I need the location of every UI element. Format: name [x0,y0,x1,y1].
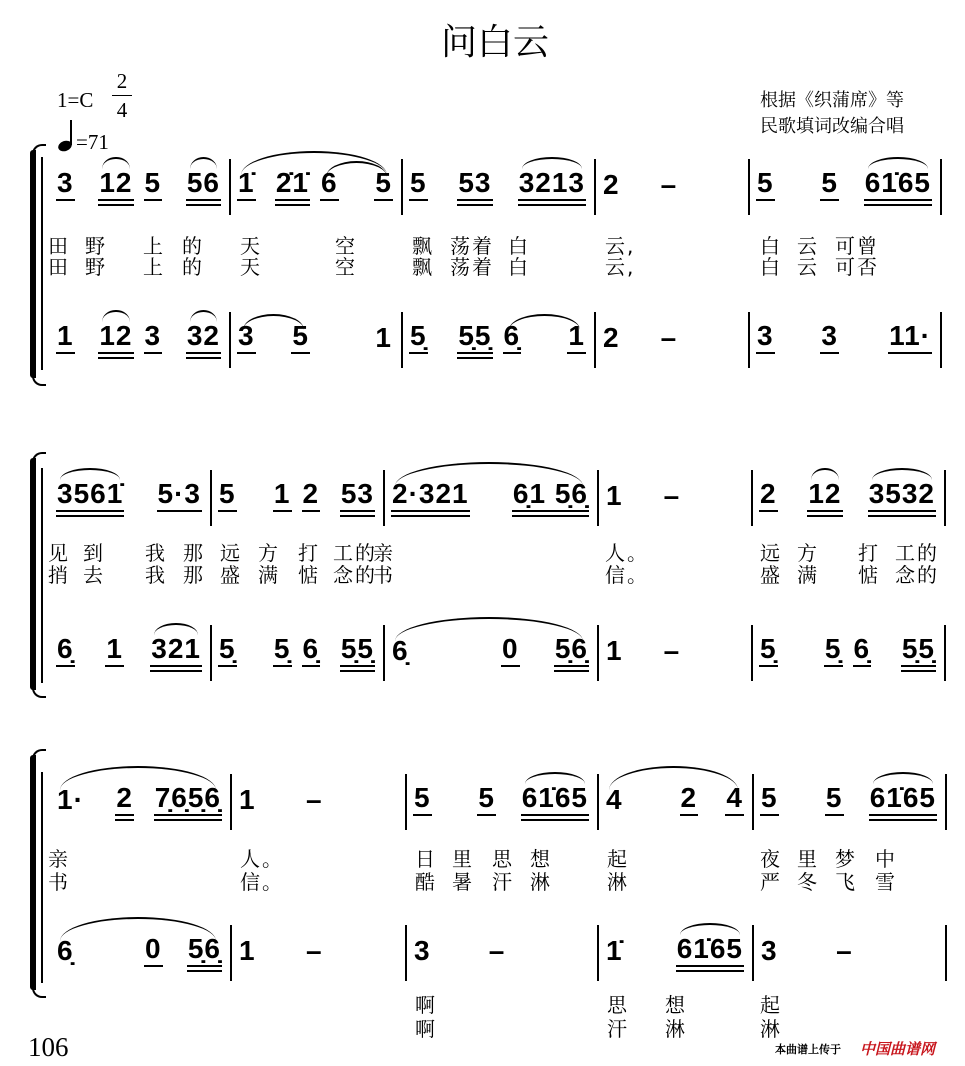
lower-beat [760,937,844,967]
lyric-text: 飘 [412,234,434,258]
jianpu-note: 5 [756,169,775,201]
jianpu-note: 4 [725,784,744,816]
lyric-text: 我 [145,541,167,565]
jianpu-note: 6̣ [853,635,872,667]
lyric-text: 白 [508,234,530,258]
dash-note: – [306,784,323,815]
lyric-text: 方 [258,541,280,565]
lyric-text: 白 [508,255,530,279]
lower-lyric-text: 淋 [665,1017,687,1041]
jianpu-note: 61̇65 [864,169,932,201]
jianpu-note: 2 [603,322,620,353]
system-start-line [41,157,43,370]
lower-barline [594,312,596,368]
jianpu-note: 3 [756,322,775,354]
lyric-text: 上 [143,234,165,258]
upper-beat [605,482,669,512]
note-slur [525,772,585,784]
jianpu-note: 6 [320,169,339,201]
lower-beat [238,937,313,967]
lower-beat [302,633,376,667]
jianpu-note: 5̣ [218,635,237,667]
note-slur [102,310,129,322]
dash-note: – [660,169,678,200]
dash-note: – [488,935,506,966]
lower-beat [663,637,727,667]
lyric-text: 冬 [797,870,819,894]
upper-barline [752,774,754,830]
upper-barline [944,470,946,526]
dash-note: – [660,322,678,353]
jianpu-note: 1 [239,935,256,966]
lyric-text: 可曾 [835,234,879,258]
note-slur [522,157,582,169]
lower-beat [134,633,202,667]
jianpu-note: 2 [603,169,620,200]
lyric-text: 白 [760,234,782,258]
site-logo[interactable]: 中国曲谱网 [860,1040,936,1058]
jianpu-note: 1 [567,322,586,354]
upper-beat [144,782,222,816]
lower-barline [210,625,212,681]
jianpu-note: 5̣6̣ [554,635,589,667]
jianpu-note: 56 [186,169,221,201]
jianpu-note: 1 [273,480,292,512]
jianpu-note: 3 [237,322,256,354]
song-title: 问白云 [440,22,549,63]
jianpu-note: 2 [680,784,699,816]
lyric-text: 亲 [373,541,395,565]
note-slur [680,923,740,935]
note-slur [190,157,217,169]
jianpu-note: 6̣ [503,322,522,354]
credit-line-2: 民歌填词改编合唱 [760,116,904,137]
note-slur [190,310,217,322]
lyric-text: 到 [83,541,105,565]
lyric-text: 空 [335,234,357,258]
jianpu-note: 3 [144,322,163,354]
lyric-text: 里 [797,847,819,871]
upper-barline [229,159,231,215]
upper-beat [849,167,932,201]
lyric-text: 可否 [835,255,879,279]
upper-beat [56,167,134,201]
upper-beat [506,782,589,816]
lyric-text: 梦 [835,847,857,871]
lyric-text: 书 [373,563,395,587]
lyric-text: 见 [48,541,70,565]
jianpu-note: 1 [606,480,623,511]
upper-beat [409,167,493,201]
upper-barline [945,774,947,830]
credit-line-1: 根据《织蒲席》等 [760,90,904,111]
upper-beat [853,478,937,512]
lyric-text: 田 [48,255,70,279]
note-slur [811,468,838,480]
lyric-text: 信。 [240,870,284,894]
lower-barline [597,625,599,681]
lyric-text: 野 [85,234,107,258]
key-signature: 1=C [57,88,94,112]
upper-barline [383,470,385,526]
lower-beat [835,937,919,967]
lower-beat [605,937,670,967]
lower-lyric-text: 淋 [760,1017,782,1041]
upper-beat [660,171,724,201]
lower-barline [945,925,947,981]
note-slur [873,772,933,784]
upload-text: 本曲谱上传于 [775,1043,841,1056]
dash-note: – [663,635,681,666]
lower-barline [940,312,942,368]
lyric-text: 云 [797,255,819,279]
jianpu-note: 5 [374,169,393,201]
lower-beat [605,637,669,667]
upper-barline [748,159,750,215]
note-slur [872,468,932,480]
upper-beat [602,171,666,201]
time-signature-line [112,95,132,96]
lower-barline [401,312,403,368]
upper-beat [56,782,134,816]
upper-beat [680,782,745,816]
jianpu-note: 5 [413,784,432,816]
system-bracket [30,458,36,690]
lyric-text: 中 [875,847,897,871]
lyric-text: 淋 [607,870,629,894]
jianpu-note: 12 [98,322,133,354]
jianpu-note: 4 [606,784,623,815]
jianpu-note: 5̣6̣ [187,935,222,967]
lyric-text: 亲 [48,847,70,871]
lower-beat [56,633,124,667]
lyric-text: 白 [760,255,782,279]
upper-beat [218,478,292,512]
jianpu-note: 2·321 [391,480,470,512]
upper-beat [756,167,839,201]
jianpu-note: 11· [888,322,932,354]
lyric-text: 盛 [760,563,782,587]
jianpu-note: 5̣5̣ [901,635,936,667]
lower-beat [391,637,479,667]
jianpu-note: 12 [807,480,842,512]
jianpu-note: 5 [477,784,496,816]
jianpu-note: 5 [820,169,839,201]
jianpu-note: 3213 [518,169,586,201]
lyric-text: 云, [605,255,636,279]
jianpu-note: 2 [115,784,134,816]
jianpu-note: 3532 [868,480,936,512]
note-slur [868,157,928,169]
upper-barline [405,774,407,830]
lower-beat [144,933,222,967]
jianpu-note: 5̣ [273,635,292,667]
lyric-text: 工的 [895,541,939,565]
lyric-text: 日 [415,847,437,871]
lyric-text: 惦 [298,563,320,587]
jianpu-note: 1 [239,784,256,815]
lower-beat [676,933,745,967]
time-signature [112,70,132,121]
jianpu-note: 3 [414,935,431,966]
jianpu-note: 6̣ [57,935,74,966]
jianpu-note: 61̇65 [676,935,744,967]
lower-barline [597,925,599,981]
jianpu-note: 53 [457,169,492,201]
system-start-line [41,468,43,683]
lower-lyric-text: 起 [760,993,782,1017]
lyric-text: 思 [492,847,514,871]
lyric-text: 雪 [875,870,897,894]
upper-barline [597,774,599,830]
upper-beat [391,478,479,512]
jianpu-note: 5 [218,480,237,512]
lyric-text: 云 [797,234,819,258]
tempo-value: =71 [76,130,109,154]
dash-note: – [306,935,323,966]
lyric-text: 满 [258,563,280,587]
upper-beat [56,478,124,512]
dash-note: – [663,480,681,511]
upper-barline [210,470,212,526]
jianpu-note: 1 [105,635,124,667]
lower-beat [756,320,839,354]
bracket-curl-top [32,144,46,154]
jianpu-note: 1· [57,784,84,815]
lyric-text: 惦 [858,563,880,587]
jianpu-note: 2 [302,480,321,512]
lower-beat [759,633,843,667]
lyric-text: 的 [182,234,204,258]
lyric-text: 飘 [412,255,434,279]
jianpu-note: 2̇1̇ [275,169,310,201]
lyric-text: 野 [85,255,107,279]
lyric-text: 盛 [220,563,242,587]
lyric-text: 里 [452,847,474,871]
lyric-text: 人。 [240,847,284,871]
upper-beat [305,786,380,816]
lower-beat-slur [243,314,304,330]
lower-beat [320,324,393,354]
jianpu-note: 5̣5̣ [457,322,492,354]
lyric-text: 暑 [452,870,474,894]
lyric-text: 书 [48,870,70,894]
lower-beat [305,937,380,967]
lower-barline [405,925,407,981]
jianpu-note: 3 [56,169,75,201]
page-number: 106 [28,1032,69,1062]
lyric-text: 信。 [605,563,649,587]
lyric-text: 空 [335,255,357,279]
upper-beat [134,478,202,512]
lower-barline [748,312,750,368]
lyric-text: 汗 [492,870,514,894]
jianpu-note: 1 [606,635,623,666]
upper-barline [940,159,942,215]
jianpu-note: 5̣ [409,322,428,354]
lyric-text: 打 [858,541,880,565]
upper-barline [401,159,403,215]
lower-beat [409,320,493,354]
lyric-text: 的 [182,255,204,279]
lyric-text: 淋 [530,870,552,894]
upper-beat [501,478,589,512]
jianpu-note: 0 [501,635,520,667]
dash-note: – [836,935,853,966]
lyric-text: 那 [183,563,205,587]
jianpu-note: 6̣1 5̣6̣ [512,480,589,512]
lower-beat [849,320,932,354]
upper-beat [237,167,310,201]
bracket-curl-bottom [32,988,46,998]
lyric-text: 工的 [333,541,377,565]
lyric-text: 田 [48,234,70,258]
lower-beat [56,320,134,354]
lyric-text: 捎 [48,563,70,587]
lyric-text: 荡着 [450,255,494,279]
lyric-text: 起 [607,847,629,871]
jianpu-note: 3 [820,322,839,354]
jianpu-note: 5̣ [759,635,778,667]
lyric-text: 天 [240,255,262,279]
jianpu-note: 5 [291,322,310,354]
jianpu-note: 3 [761,935,778,966]
upper-beat [413,782,496,816]
jianpu-note: 5 [409,169,428,201]
lower-beat-slur [509,314,581,330]
jianpu-note: 3561̇ [56,480,124,512]
lyric-text: 上 [143,255,165,279]
upper-beat [503,167,587,201]
time-signature-bottom: 4 [116,98,128,122]
jianpu-note: 1 [375,322,392,353]
jianpu-note: 5 [760,784,779,816]
lower-lyric-text: 啊 [415,1017,437,1041]
lyric-text: 飞 [835,870,857,894]
jianpu-note: 12 [98,169,133,201]
jianpu-note: 5 [825,784,844,816]
lyric-text: 念的 [333,563,377,587]
lower-lyric-text: 啊 [415,993,437,1017]
jianpu-note: 5̣ [824,635,843,667]
lower-lyric-text: 思 [607,993,629,1017]
bracket-curl-bottom [32,688,46,698]
lyric-text: 天 [240,234,262,258]
jianpu-note: 5·3 [157,480,202,512]
bracket-curl-bottom [32,376,46,386]
jianpu-note: 1̇ [606,935,623,966]
lower-beat [660,324,724,354]
upper-beat [238,786,313,816]
lyric-text: 我 [145,563,167,587]
upper-barline [751,470,753,526]
system-bracket [30,755,36,990]
lyric-text: 酷 [415,870,437,894]
system-bracket [30,150,36,378]
jianpu-note: 1 [56,322,75,354]
jianpu-note: 61̇65 [521,784,589,816]
lower-beat [488,937,571,967]
lyric-text: 严 [760,870,782,894]
lower-barline [383,625,385,681]
lyric-text: 云, [605,234,636,258]
lower-beat [56,937,134,967]
jianpu-note: 53 [340,480,375,512]
upper-beat [760,782,844,816]
bracket-curl-top [32,452,46,462]
jianpu-note: 5 [144,169,163,201]
lyric-text: 满 [797,563,819,587]
lower-barline [752,925,754,981]
upper-beat [144,167,222,201]
jianpu-note: 0 [144,935,163,967]
quarter-note-icon [56,118,74,156]
upper-beat [854,782,938,816]
jianpu-note: 2 [759,480,778,512]
upper-barline [597,470,599,526]
note-slur [154,623,198,635]
upper-barline [230,774,232,830]
time-signature-top: 2 [116,69,128,93]
jianpu-note: 5̣5̣ [340,635,375,667]
jianpu-note: 61̇65 [869,784,937,816]
upper-beat [663,482,727,512]
lower-beat [413,937,496,967]
lower-beat [501,633,589,667]
note-slur [60,468,120,480]
upper-beat [302,478,376,512]
note-slur [102,157,129,169]
jianpu-note: 6̣ [392,635,409,666]
upper-beat [605,786,670,816]
lower-beat [218,633,292,667]
bracket-curl-top [32,749,46,759]
system-start-line [41,772,43,983]
lyric-text: 人。 [605,541,649,565]
lower-lyric-text: 汗 [607,1017,629,1041]
lyric-text: 荡着 [450,234,494,258]
lyric-text: 想 [530,847,552,871]
lyric-text: 远 [220,541,242,565]
lyric-text: 夜 [760,847,782,871]
jianpu-note: 321 [150,635,202,667]
lower-beat [853,633,937,667]
lyric-text: 念的 [895,563,939,587]
lyric-text: 远 [760,541,782,565]
upper-barline [594,159,596,215]
jianpu-note: 6̣ [302,635,321,667]
jianpu-note: 6̣ [56,635,75,667]
lower-barline [230,925,232,981]
upper-beat [759,478,843,512]
lower-barline [751,625,753,681]
lower-barline [229,312,231,368]
jianpu-note: 7̣6̣5̣6̣ [154,784,222,816]
lower-beat [144,320,222,354]
lyric-text: 打 [298,541,320,565]
lyric-text: 去 [83,563,105,587]
lower-lyric-text: 想 [665,993,687,1017]
lower-beat [602,324,666,354]
lyric-text: 方 [797,541,819,565]
jianpu-note: 1̇ [237,169,256,201]
lower-barline [944,625,946,681]
lyric-text: 那 [183,541,205,565]
jianpu-note: 32 [186,322,221,354]
